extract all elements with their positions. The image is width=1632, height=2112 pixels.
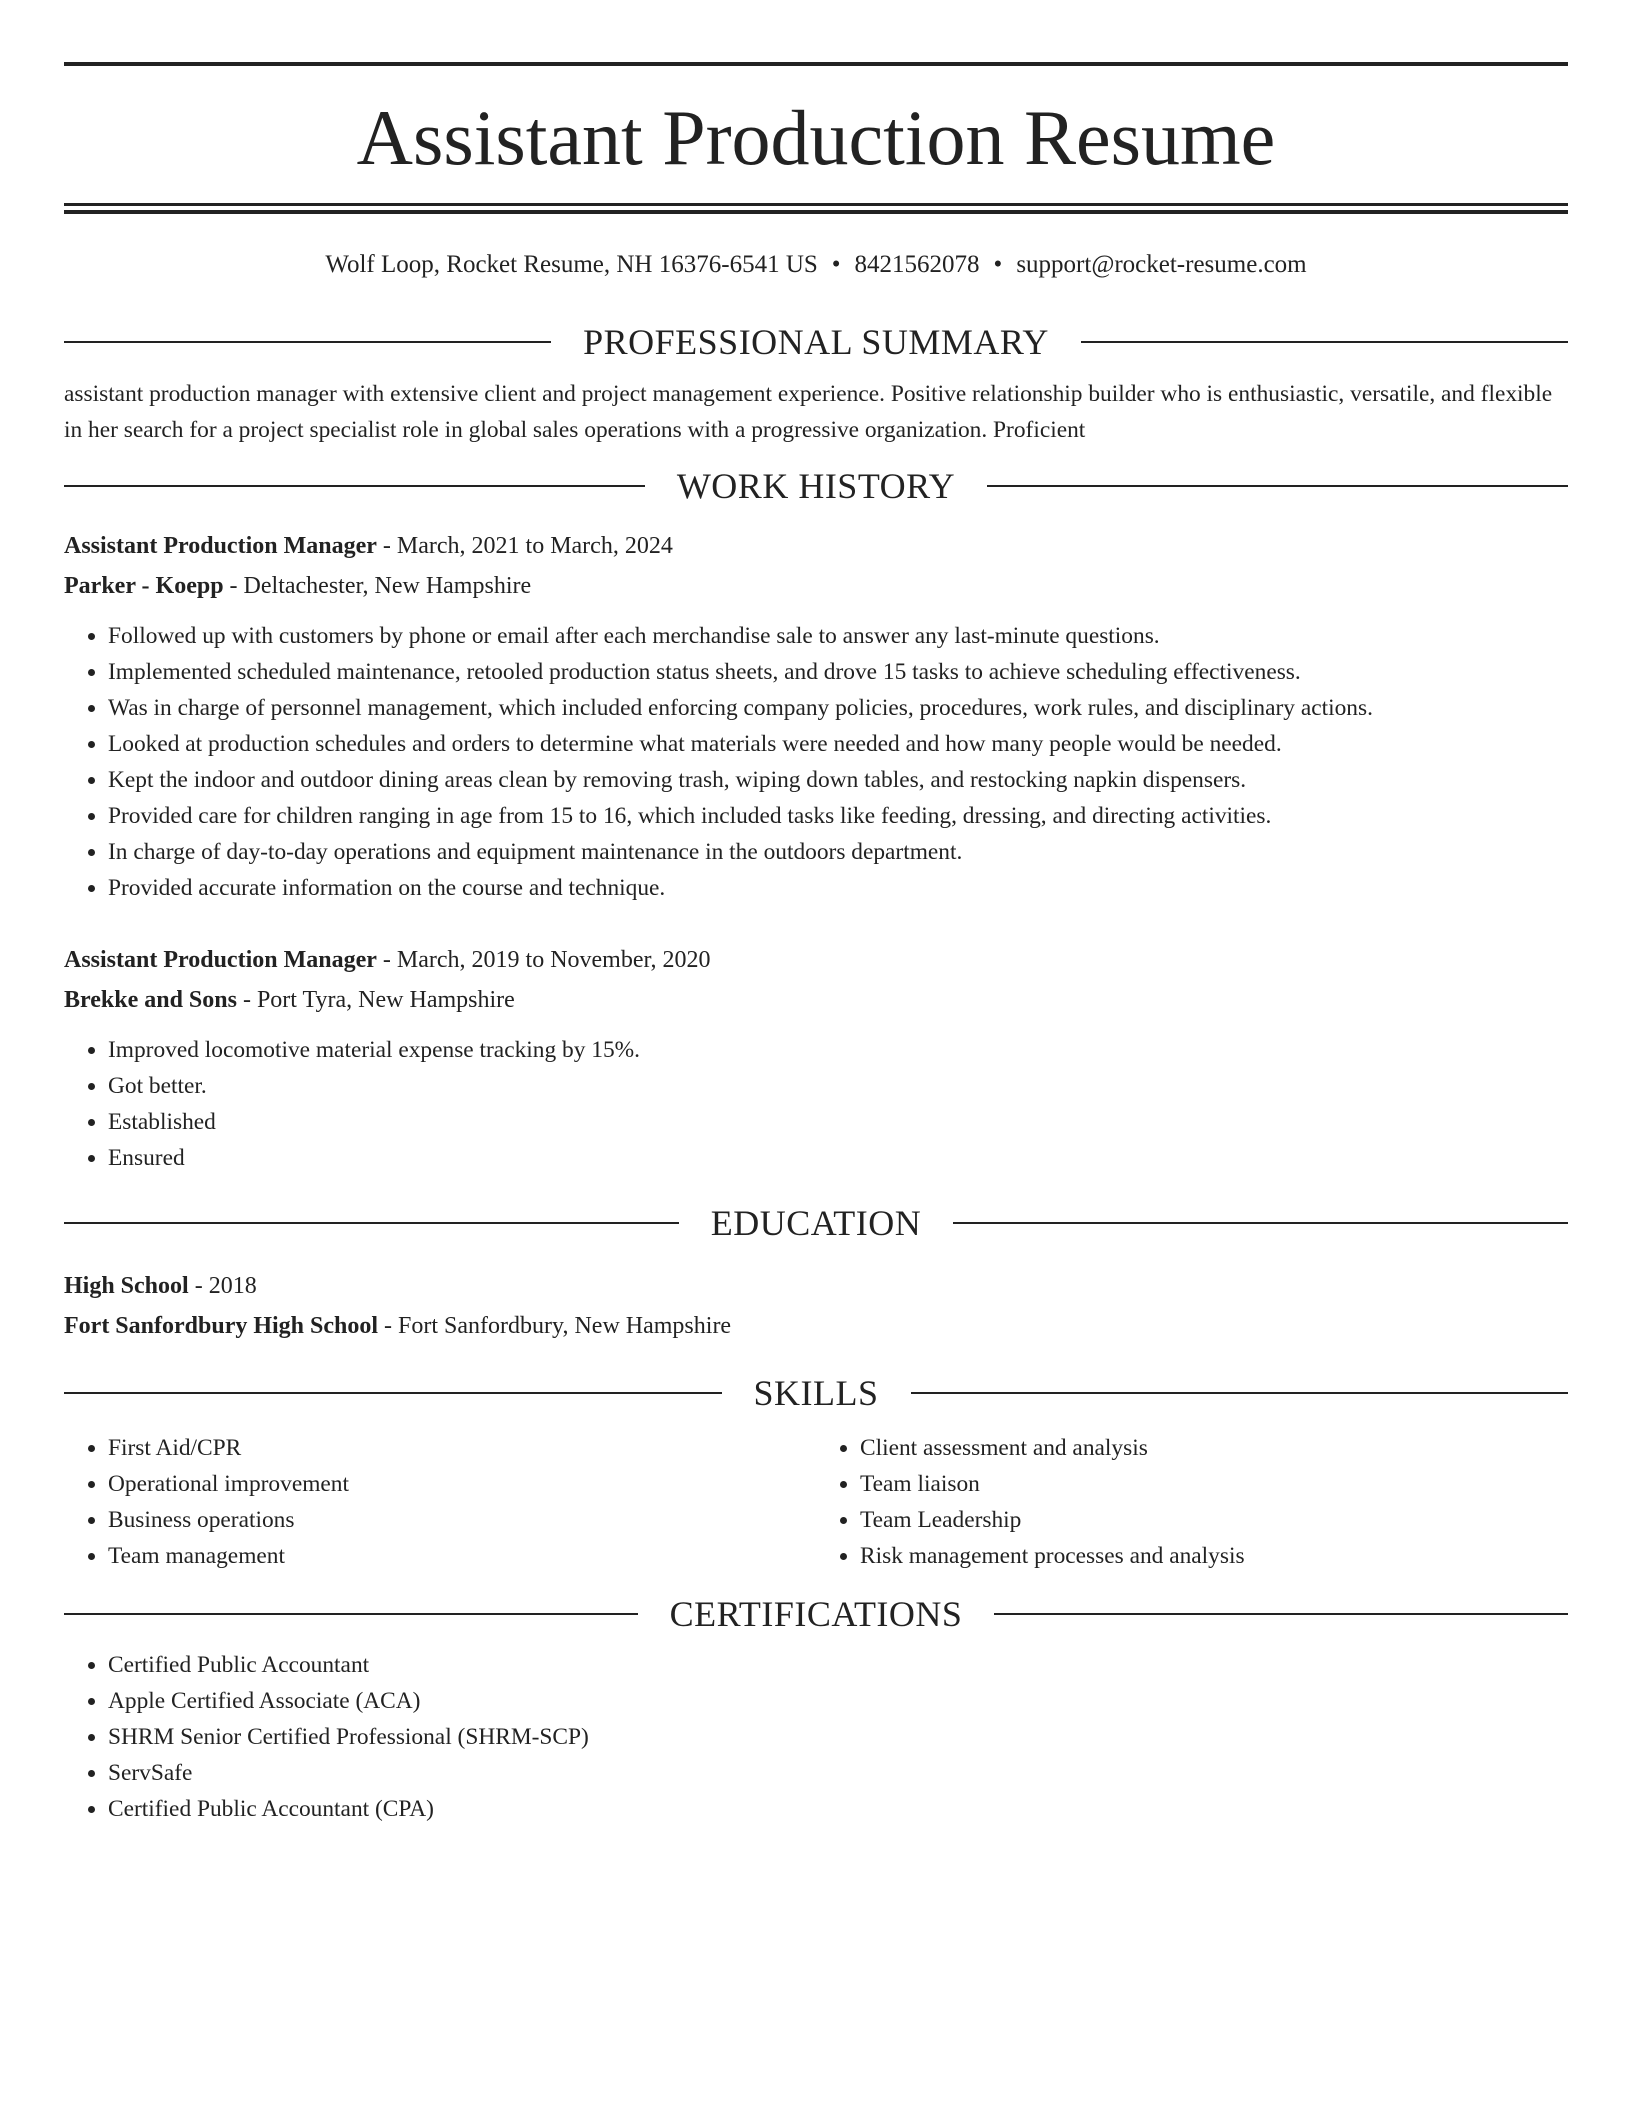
job-dates: - March, 2021 to March, 2024 bbox=[376, 533, 673, 559]
list-item: • In charge of day-to-day operations and equipment maintenance in the outdoors department. bbox=[108, 834, 1568, 870]
job-company: Brekke and Sons bbox=[64, 987, 237, 1013]
job-company-line bbox=[64, 566, 1568, 606]
list-item: • Provided accurate information on the course and technique. bbox=[108, 870, 1568, 906]
list-item: • Ensured bbox=[108, 1140, 1568, 1176]
list-item: • Team liaison bbox=[860, 1466, 1568, 1502]
contact-phone: 8421562078 bbox=[854, 251, 980, 278]
contact-separator: • bbox=[831, 251, 841, 278]
contact-line bbox=[64, 250, 1568, 280]
education-year: - 2018 bbox=[188, 1273, 257, 1299]
section-title-education: EDUCATION bbox=[710, 1203, 922, 1243]
heading-rule-left bbox=[64, 1222, 679, 1224]
skills-columns bbox=[64, 1430, 1568, 1574]
job-title-line bbox=[64, 940, 1568, 980]
title-double-rule bbox=[64, 203, 1568, 214]
section-heading-work bbox=[64, 465, 1568, 507]
section-heading-education bbox=[64, 1202, 1568, 1244]
list-item: • Provided care for children ranging in age from 15 to 16, which included tasks like feeding, dressing, and directing activities. bbox=[108, 798, 1568, 834]
contact-separator: • bbox=[993, 251, 1003, 278]
job-entry bbox=[64, 940, 1568, 1020]
list-item: • Team management bbox=[108, 1538, 816, 1574]
job-company: Parker - Koepp bbox=[64, 573, 224, 599]
certifications-list bbox=[64, 1647, 1568, 1827]
list-item: • Was in charge of personnel management, which included enforcing company policies, procedures, work rules, and disciplinary actions. bbox=[108, 690, 1568, 726]
list-item: • Operational improvement bbox=[108, 1466, 816, 1502]
education-degree: High School bbox=[64, 1273, 189, 1299]
section-title-skills: SKILLS bbox=[753, 1373, 879, 1413]
list-item: • Business operations bbox=[108, 1502, 816, 1538]
list-item: • Apple Certified Associate (ACA) bbox=[108, 1683, 1568, 1719]
section-title-certifications: CERTIFICATIONS bbox=[669, 1594, 963, 1634]
job-title: Assistant Production Manager bbox=[64, 533, 377, 559]
list-item: • Followed up with customers by phone or email after each merchandise sale to answer any last-minute questions. bbox=[108, 618, 1568, 654]
list-item: • Certified Public Accountant (CPA) bbox=[108, 1791, 1568, 1827]
list-item: • Improved locomotive material expense tracking by 15%. bbox=[108, 1032, 1568, 1068]
resume-title: Assistant Production Resume bbox=[356, 94, 1276, 181]
job-bullets bbox=[64, 1032, 1568, 1176]
list-item: • Got better. bbox=[108, 1068, 1568, 1104]
education-location: - Fort Sanfordbury, New Hampshire bbox=[378, 1313, 732, 1339]
job-title: Assistant Production Manager bbox=[64, 947, 377, 973]
list-item: • Established bbox=[108, 1104, 1568, 1140]
list-item: • Team Leadership bbox=[860, 1502, 1568, 1538]
education-entry bbox=[64, 1266, 1568, 1346]
job-company-line bbox=[64, 980, 1568, 1020]
section-heading-summary bbox=[64, 321, 1568, 363]
section-title-work: WORK HISTORY bbox=[676, 466, 956, 506]
list-item: • Certified Public Accountant bbox=[108, 1647, 1568, 1683]
list-item: • Implemented scheduled maintenance, retooled production status sheets, and drove 15 tasks to achieve scheduling effectiveness. bbox=[108, 654, 1568, 690]
heading-rule-left bbox=[64, 1392, 722, 1394]
skills-list bbox=[816, 1430, 1568, 1574]
heading-rule-right bbox=[994, 1613, 1568, 1615]
heading-rule-left bbox=[64, 1613, 638, 1615]
job-bullets bbox=[64, 618, 1568, 906]
list-item: • First Aid/CPR bbox=[108, 1430, 816, 1466]
list-item: • Client assessment and analysis bbox=[860, 1430, 1568, 1466]
heading-rule-left bbox=[64, 485, 645, 487]
list-item: • SHRM Senior Certified Professional (SHRM-SCP) bbox=[108, 1719, 1568, 1755]
skills-list bbox=[64, 1430, 816, 1574]
education-school: Fort Sanfordbury High School bbox=[64, 1313, 379, 1339]
heading-rule-right bbox=[987, 485, 1568, 487]
education-degree-line bbox=[64, 1266, 1568, 1306]
job-title-line bbox=[64, 526, 1568, 566]
job-location: - Deltachester, New Hampshire bbox=[223, 573, 532, 599]
list-item: • Risk management processes and analysis bbox=[860, 1538, 1568, 1574]
summary-text: assistant production manager with extensive client and project management experience. Positive relationship builder who is enthusiastic, versatile, and flexible in her search for a project specialist role in global sales operations with a progressive organization. Proficient bbox=[64, 381, 1553, 443]
list-item: • Kept the indoor and outdoor dining areas clean by removing trash, wiping down tables, and restocking napkin dispensers. bbox=[108, 762, 1568, 798]
heading-rule-left bbox=[64, 341, 551, 343]
job-entry bbox=[64, 526, 1568, 606]
section-heading-skills bbox=[64, 1372, 1568, 1414]
list-item: • Looked at production schedules and orders to determine what materials were needed and how many people would be needed. bbox=[108, 726, 1568, 762]
heading-rule-right bbox=[953, 1222, 1568, 1224]
contact-address: Wolf Loop, Rocket Resume, NH 16376-6541 US bbox=[325, 251, 818, 278]
heading-rule-right bbox=[1081, 341, 1568, 343]
top-rule bbox=[64, 62, 1568, 66]
heading-rule-right bbox=[911, 1392, 1569, 1394]
section-heading-certifications bbox=[64, 1593, 1568, 1635]
skills-column-left bbox=[64, 1430, 816, 1574]
list-item: • ServSafe bbox=[108, 1755, 1568, 1791]
job-location: - Port Tyra, New Hampshire bbox=[236, 987, 515, 1013]
education-school-line bbox=[64, 1306, 1568, 1346]
section-title-summary: PROFESSIONAL SUMMARY bbox=[583, 322, 1049, 362]
skills-column-right bbox=[816, 1430, 1568, 1574]
job-dates: - March, 2019 to November, 2020 bbox=[376, 947, 711, 973]
contact-email: support@rocket-resume.com bbox=[1016, 251, 1307, 278]
